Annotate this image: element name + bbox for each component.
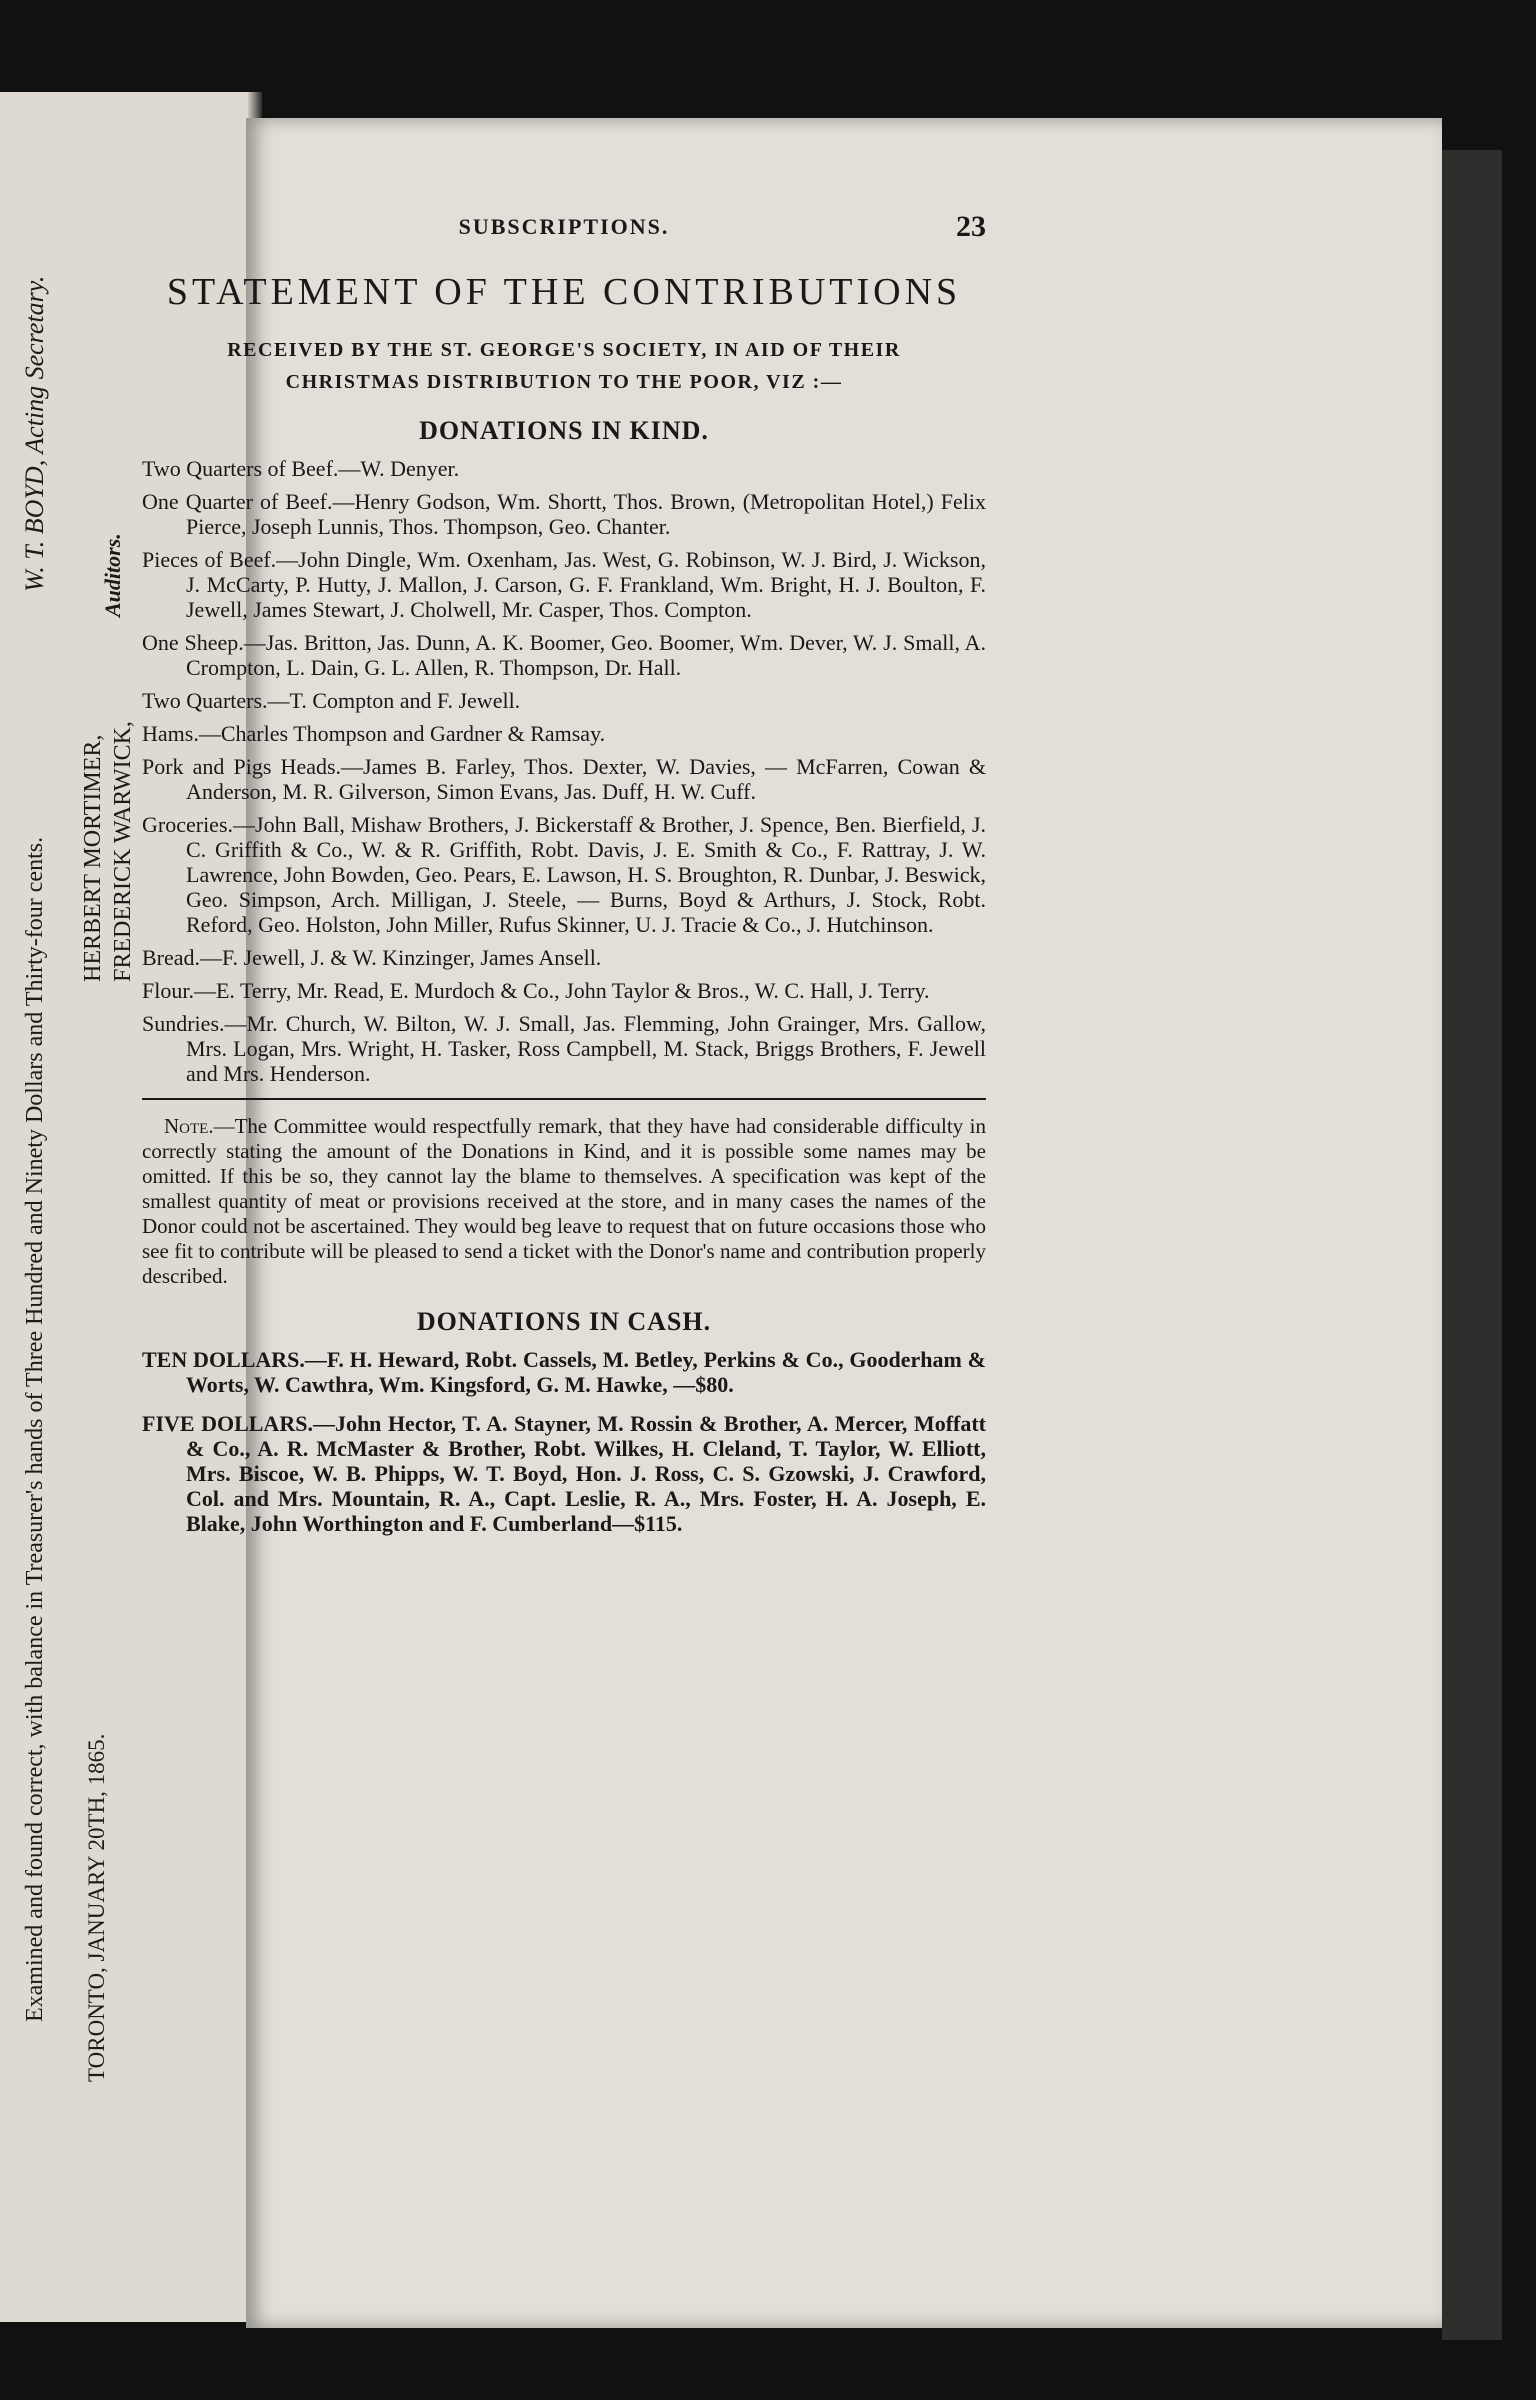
auditor-frederick-warwick: FREDERICK WARWICK, [110, 721, 136, 982]
kind-entry: Two Quarters.—T. Compton and F. Jewell. [142, 688, 521, 713]
section-divider [142, 1098, 986, 1100]
adjacent-page-edge [1442, 150, 1502, 2340]
donations-in-kind-heading: DONATIONS IN KIND. [419, 416, 709, 445]
page-title: STATEMENT OF THE CONTRIBUTIONS [166, 271, 962, 313]
note-text: —The Committee would respectfully remark, that they have had considerable difficulty in correctly stating the amount of the Donations in Kind, and it is possible some names may be omitted. If this be so, they cannot lay the blame to themselves. A specification was kept of the smallest quantity of meat or provisions received at the store, and in many cases the names of the Donor could not be ascertained. They would beg leave to request that on future occasions those who see fit to contribute will be pleased to send a ticket with the Donor's name and contribution properly described. [142, 1114, 986, 1288]
page-content [142, 210, 986, 1550]
kind-entry: Flour.—E. Terry, Mr. Read, E. Murdoch & Co., John Taylor & Bros., W. C. Hall, J. Terry. [142, 978, 930, 1003]
note-label: Note. [164, 1114, 214, 1138]
kind-entry: Pork and Pigs Heads.—James B. Farley, Thos. Dexter, W. Davies, — McFarren, Cowan & Anderson, M. R. Gilverson, Simon Evans, Jas. Duff, H. W. Cuff. [142, 754, 986, 804]
running-head [142, 210, 986, 258]
examined-line: Examined and found correct, with balance in Treasurer's hands of Three Hundred and Ninety Dollars and Thirty-four cents. [22, 836, 48, 2022]
kind-entry: Hams.—Charles Thompson and Gardner & Ramsay. [142, 721, 606, 746]
running-title: SUBSCRIPTIONS. [458, 214, 670, 239]
cash-entry: FIVE DOLLARS.—John Hector, T. A. Stayner, M. Rossin & Brother, A. Mercer, Moffatt & Co., A. R. McMaster & Brother, Robt. Wilkes, H. Cleland, T. Taylor, W. Elliott, Mrs. Biscoe, W. B. Phipps, W. T. Boyd, Hon. J. Ross, C. S. Gzowski, J. Crawford, Col. and Mrs. Mountain, R. A., Capt. Leslie, R. A., Mrs. Foster, H. A. Joseph, E. Blake, John Worthington and F. Cumberland—$115. [142, 1411, 986, 1536]
page-number: 23 [956, 210, 986, 243]
auditor-herbert-mortimer: HERBERT MORTIMER, [80, 734, 106, 982]
kind-entry: Pieces of Beef.—John Dingle, Wm. Oxenham, Jas. West, G. Robinson, W. J. Bird, J. Wickson, J. McCarty, P. Hutty, J. Mallon, J. Carson, G. F. Frankland, Wm. Bright, H. J. Boulton, F. Jewell, James Stewart, J. Cholwell, Mr. Casper, Thos. Compton. [142, 547, 986, 622]
cash-entry: TEN DOLLARS.—F. H. Heward, Robt. Cassels, M. Betley, Perkins & Co., Gooderham & Worts, W. Cawthra, Wm. Kingsford, G. M. Hawke, —$80. [142, 1347, 986, 1397]
kind-entry: Two Quarters of Beef.—W. Denyer. [142, 456, 460, 481]
kind-entry: One Quarter of Beef.—Henry Godson, Wm. Shortt, Thos. Brown, (Metropolitan Hotel,) Felix Pierce, Joseph Lunnis, Thos. Thompson, Geo. Chanter. [142, 489, 986, 539]
subtitle-line-2: CHRISTMAS DISTRIBUTION TO THE POOR, VIZ :— [285, 371, 843, 393]
kind-entry: Bread.—F. Jewell, J. & W. Kinzinger, James Ansell. [142, 945, 602, 970]
kind-entry: Groceries.—John Ball, Mishaw Brothers, J. Bickerstaff & Brother, J. Spence, Ben. Bierfield, J. C. Griffith & Co., W. & R. Griffith, Robt. Davis, J. E. Smith & Co., F. Rattray, J. W. Lawrence, John Bowden, Geo. Pears, E. Lawson, H. S. Broughton, R. Dunbar, J. Beswick, Geo. Simpson, Arch. Milligan, J. Steele, — Burns, Boyd & Arthurs, J. Stock, Robt. Reford, Geo. Holston, John Miller, Rufus Skinner, U. J. Tracie & Co., J. Hutchinson. [142, 812, 986, 937]
toronto-date-line: TORONTO, JANUARY 20TH, 1865. [84, 1733, 109, 2082]
donations-in-cash-heading: DONATIONS IN CASH. [416, 1307, 712, 1336]
kind-entry: Sundries.—Mr. Church, W. Bilton, W. J. Small, Jas. Flemming, John Grainger, Mrs. Gallow, Mrs. Logan, Mrs. Wright, H. Tasker, Ross Campbell, M. Stack, Briggs Brothers, F. Jewell and Mrs. Henderson. [142, 1011, 986, 1086]
subtitle-line-1: RECEIVED BY THE ST. GEORGE'S SOCIETY, IN AID OF THEIR [227, 339, 901, 361]
acting-secretary-line: W. T. BOYD, Acting Secretary. [20, 275, 49, 592]
kind-entry: One Sheep.—Jas. Britton, Jas. Dunn, A. K. Boomer, Geo. Boomer, Wm. Dever, W. J. Small, A. Crompton, L. Dain, G. L. Allen, R. Thompson, Dr. Hall. [142, 630, 986, 680]
committee-note [142, 1114, 986, 1289]
auditors-label: Auditors. [100, 533, 125, 617]
